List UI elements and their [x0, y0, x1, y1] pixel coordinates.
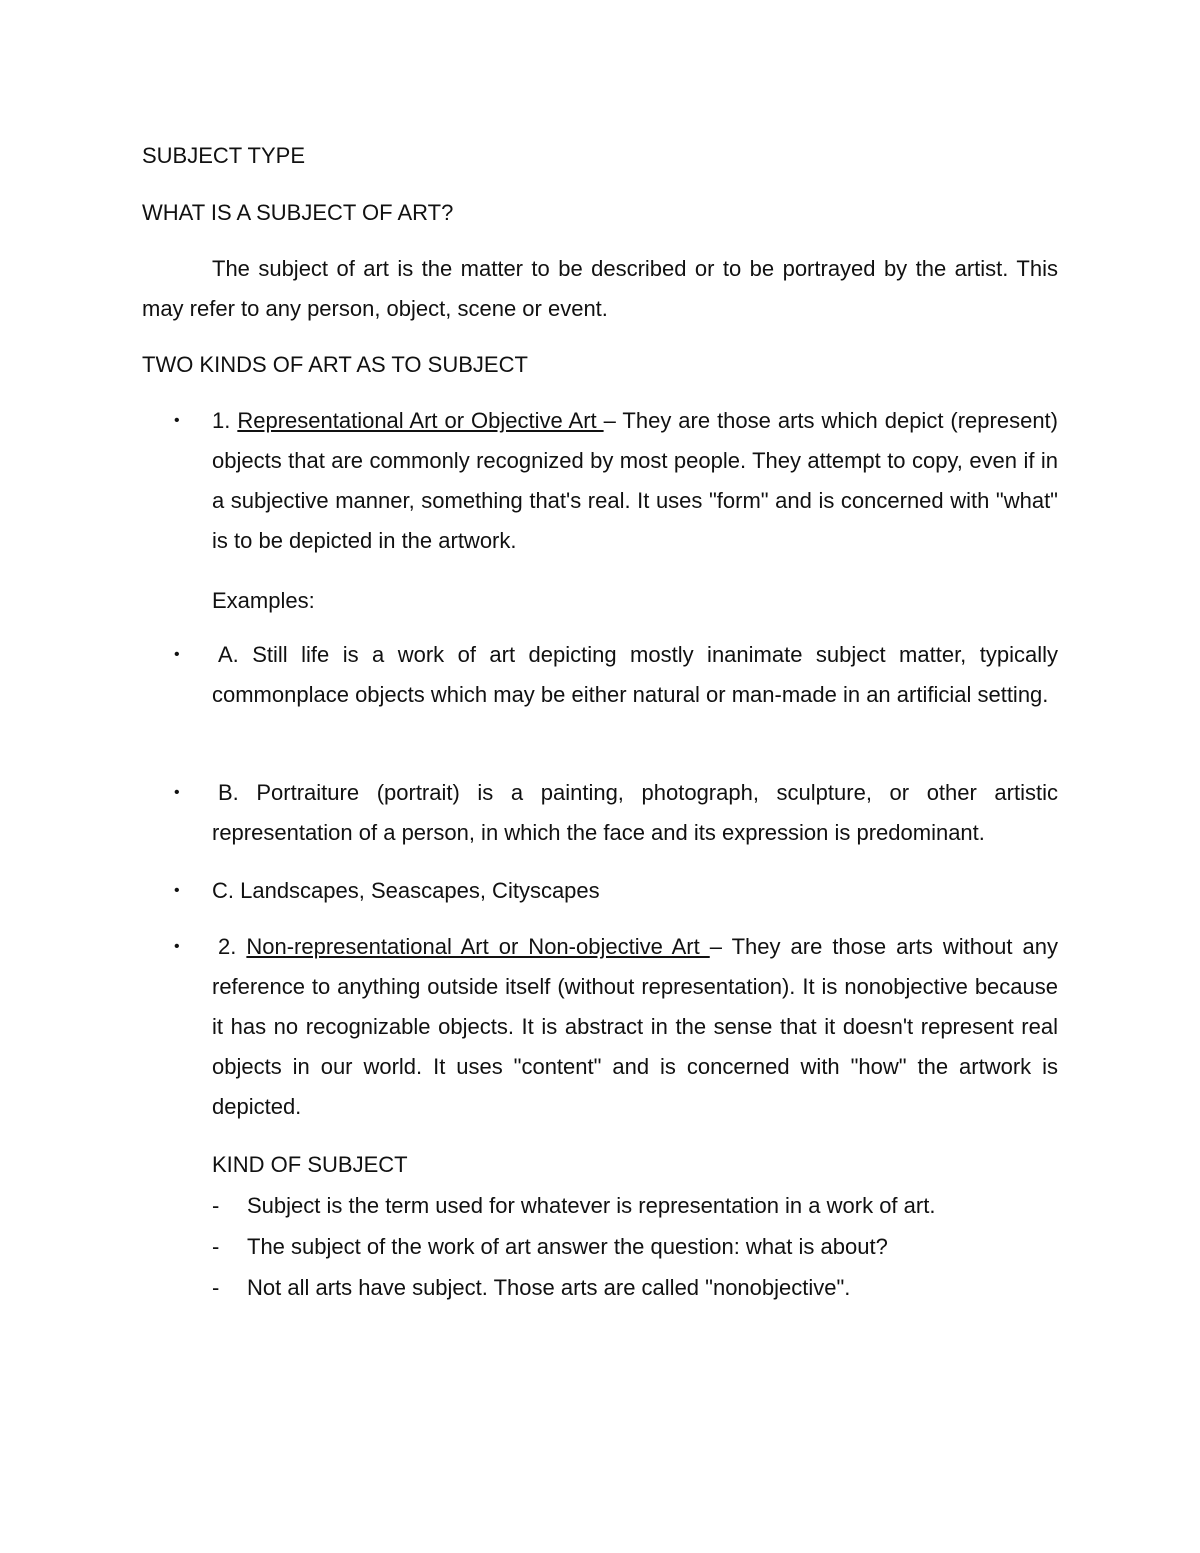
item-description: – They are those arts which depict (represent) objects that are commonly recognized by most people. They attempt to copy, even if in a subjective manner, something that's real. It uses "form" and is concerned with "what" is to be depicted in the artwork.	[212, 408, 1058, 553]
kind-item: Not all arts have subject. Those arts are called "nonobjective".	[247, 1275, 851, 1300]
heading-subject-type: SUBJECT TYPE	[142, 143, 306, 168]
example-landscapes: C. Landscapes, Seascapes, Cityscapes	[212, 878, 600, 903]
bullet-icon: •	[174, 882, 180, 899]
kind-item: Subject is the term used for whatever is representation in a work of art.	[247, 1193, 936, 1218]
heading-kind-of-subject: KIND OF SUBJECT	[212, 1152, 408, 1177]
examples-label: Examples:	[212, 588, 315, 613]
heading-what-is-subject: WHAT IS A SUBJECT OF ART?	[142, 200, 454, 225]
example-portraiture: B. Portraiture (portrait) is a painting, photograph, sculpture, or other artistic representation of a person, in which the face and its expression is predominant.	[212, 780, 1058, 845]
item-representational-art	[212, 401, 1058, 561]
bullet-icon: •	[174, 412, 180, 429]
item-number: 2.	[218, 934, 237, 959]
item-non-representational-art	[212, 927, 1058, 1127]
dash-icon: -	[212, 1234, 220, 1259]
bullet-icon: •	[174, 784, 180, 801]
heading-two-kinds: TWO KINDS OF ART AS TO SUBJECT	[142, 352, 528, 377]
item-term: Representational Art or Objective Art	[237, 408, 604, 433]
item-description: – They are those arts without any reference to anything outside itself (without representation). It is nonobjective because it has no recognizable objects. It is abstract in the sense that it doesn't represent real objects in our world. It uses "content" and is concerned with "how" the artwork is depicted.	[212, 934, 1059, 1119]
intro-paragraph: The subject of art is the matter to be described or to be portrayed by the artist. This may refer to any person, object, scene or event.	[142, 256, 1058, 321]
item-term: Non-representational Art or Non-objective Art	[246, 934, 710, 959]
item-number: 1.	[212, 408, 231, 433]
dash-icon: -	[212, 1193, 220, 1218]
example-still-life: A. Still life is a work of art depicting mostly inanimate subject matter, typically commonplace objects which may be either natural or man-made in an artificial setting.	[212, 642, 1058, 707]
bullet-icon: •	[174, 646, 180, 663]
bullet-icon: •	[174, 938, 180, 955]
dash-icon: -	[212, 1275, 220, 1300]
kind-item: The subject of the work of art answer the question: what is about?	[247, 1234, 888, 1259]
